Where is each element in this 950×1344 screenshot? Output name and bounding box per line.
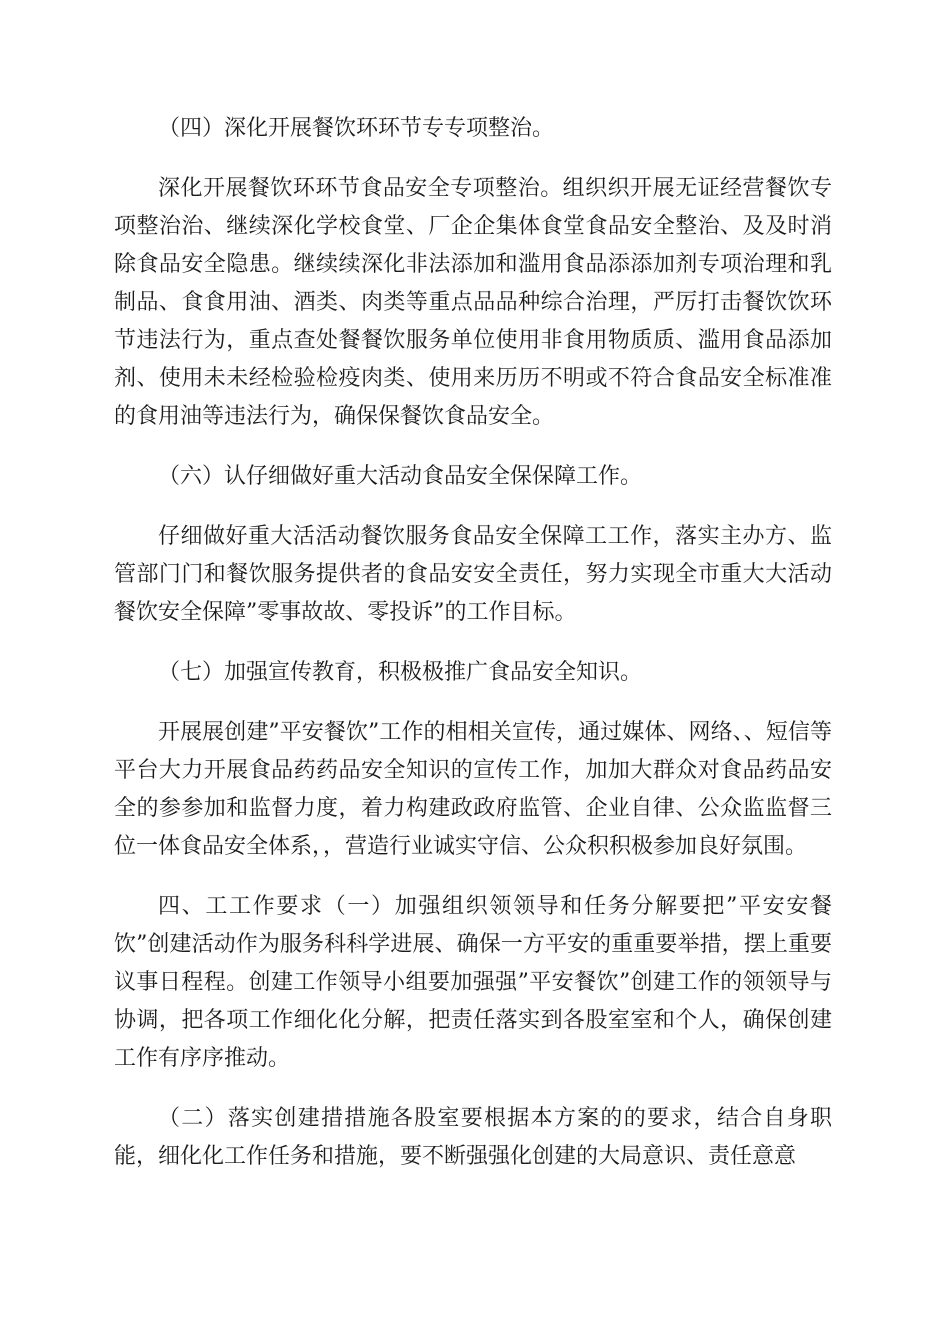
paragraph-implementation-measures: （二）落实创建措措施各股室要根据本方案的的要求，结合自身职能，细化化工作任务和措施，要不断强强化创建的大局意识、责任意意	[114, 1106, 832, 1169]
section-heading-4: （四）深化开展餐饮环环节专专项整治。	[158, 116, 555, 141]
document-body	[114, 110, 832, 1198]
paragraph-catering-rectification: 深化开展餐饮环环节食品安全专项整治。组织织开展无证经营餐饮专项整治治、继续深化学校食堂、厂企企集体食堂食品安全整治、及及时消除食品安全隐患。继续续深化非法添加和滥用食品添添加剂专项治理和乳制品、食食用油、酒类、肉类等重点品品种综合治理，严厉打击餐饮饮环节违法行为，重点查处餐餐饮服务单位使用非食用物质质、滥用食品添加剂、使用未未经检验检疫肉类、使用来历历不明或不符合食品安全标准准的食用油等违法行为，确保保餐饮食品安全。	[114, 176, 832, 429]
paragraph-publicity: 开展展创建”平安餐饮”工作的相相关宣传，通过媒体、网络、、短信等平台大力开展食品药药品安全知识的宣传工作，加加大群众对食品药品安全的参参加和监督力度，着力构建政政府监管、企业自律、公众监监督三位一体食品安全体系，，营造行业诚实守信、公众积积极参加良好氛围。	[114, 720, 832, 859]
paragraph-major-events: 仔细做好重大活活动餐饮服务食品安全保障工工作，落实主办方、监管部门门和餐饮服务提供者的食品安安全责任，努力实现全市重大大活动餐饮安全保障”零事故故、零投诉”的工作目标。	[114, 524, 832, 625]
paragraph-work-requirements: 四、工工作要求（一）加强组织领领导和任务分解要把”平安安餐饮”创建活动作为服务科科学进展、确保一方平安的重重要举措，摆上重要议事日程程。创建工作领导小组要加强强”平安餐饮”创建工作的领领导与协调，把各项工作细化化分解，把责任落实到各股室室和个人，确保创建工作有序序推动。	[114, 894, 832, 1071]
section-heading-6: （六）认仔细做好重大活动食品安全保保障工作。	[158, 464, 643, 489]
section-heading-7: （七）加强宣传教育，积极极推广食品安全知识。	[158, 660, 643, 685]
